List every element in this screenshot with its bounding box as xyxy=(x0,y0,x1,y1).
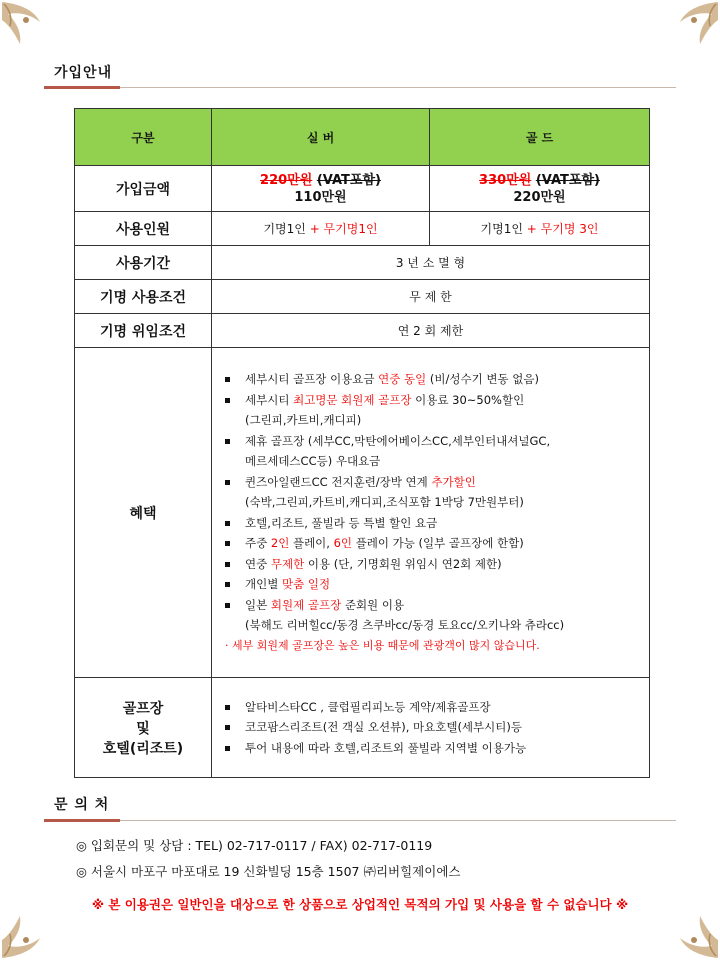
list-item: 연중 무제한 이용 (단, 기명회원 위임시 연2회 제한) xyxy=(223,554,648,575)
named-use-label: 기명 사용조건 xyxy=(75,280,212,314)
section-divider xyxy=(44,820,676,821)
benefits-list xyxy=(213,369,648,636)
list-item: 일본 회원제 골프장 준회원 이용 (북해도 리버힐cc/동경 츠쿠바cc/동경 토요cc/오키나와 츄라cc) xyxy=(223,595,648,636)
table-row-users xyxy=(75,212,650,246)
header-silver: 실 버 xyxy=(212,109,430,166)
list-item: 세부시티 골프장 이용요금 연중 동일 (비/성수기 변동 없음) xyxy=(223,369,648,390)
table-header-row xyxy=(75,109,650,166)
table-row-fee xyxy=(75,166,650,212)
named-use-value: 무 제 한 xyxy=(212,280,650,314)
golf-hotel-cell xyxy=(212,678,650,778)
silver-new-price: 110만원 xyxy=(294,189,347,205)
gold-old-price: 330만원 xyxy=(479,172,532,188)
silver-old-price: 220만원 xyxy=(260,172,313,188)
list-item: 호텔,리조트, 풀빌라 등 특별 할인 요금 xyxy=(223,513,648,534)
table-row-period xyxy=(75,246,650,280)
silver-users-cell xyxy=(212,212,430,246)
section-divider xyxy=(44,87,676,88)
contact-address: ◎ 서울시 마포구 마포대로 19 신화빌딩 15층 1507 ㈜리버힐제이에스 xyxy=(76,864,461,879)
gold-users-base: 기명1인 xyxy=(480,222,523,236)
period-value: 3 년 소 멸 형 xyxy=(212,246,650,280)
benefits-cell xyxy=(212,348,650,678)
section-accent-bar xyxy=(44,819,120,822)
list-item: 알타비스타CC , 클럽필리피노등 계약/제휴골프장 xyxy=(223,697,648,718)
gold-new-price: 220만원 xyxy=(513,189,566,205)
gold-old-vat: (VAT포함) xyxy=(535,172,600,188)
golf-hotel-list xyxy=(213,697,648,759)
gold-users-plus: + 무기명 3인 xyxy=(526,222,599,236)
list-item: 개인별 맞춤 일정 xyxy=(223,574,648,595)
list-item: 제휴 골프장 (세부CC,막탄에어베이스CC,세부인터내셔널GC, 메르세데스CC등) 우대요금 xyxy=(223,431,648,472)
header-gold: 골 드 xyxy=(430,109,650,166)
list-item: 세부시티 최고명문 회원제 골프장 이용료 30~50%할인 (그린피,카트비,캐디피) xyxy=(223,390,648,431)
silver-old-vat: (VAT포함) xyxy=(316,172,381,188)
header-category: 구분 xyxy=(75,109,212,166)
list-item: 코코팜스리조트(전 객실 오션뷰), 마요호텔(세부시티)등 xyxy=(223,717,648,738)
silver-fee-cell xyxy=(212,166,430,212)
contact-phone: ◎ 입회문의 및 상담 : TEL) 02-717-0117 / FAX) 02-717-0119 xyxy=(76,838,433,853)
silver-users-plus: + 무기명1인 xyxy=(309,222,378,236)
list-item: 주중 2인 플레이, 6인 플레이 가능 (일부 골프장에 한함) xyxy=(223,533,648,554)
membership-table xyxy=(74,108,650,778)
benefits-label: 혜택 xyxy=(75,348,212,678)
list-item: 퀸즈아일랜드CC 전지훈련/장박 연계 추가할인 (숙박,그린피,카트비,캐디피,조식포함 1박당 7만원부터) xyxy=(223,472,648,513)
silver-users-base: 기명1인 xyxy=(263,222,306,236)
table-row-golf-hotel xyxy=(75,678,650,778)
golf-hotel-label: 골프장 및 호텔(리조트) xyxy=(75,678,212,778)
corner-ornament-icon xyxy=(0,0,56,56)
table-row-benefits xyxy=(75,348,650,678)
fee-label: 가입금액 xyxy=(75,166,212,212)
corner-ornament-icon xyxy=(664,0,720,56)
named-delegate-label: 기명 위임조건 xyxy=(75,314,212,348)
join-section-title: 가입안내 xyxy=(54,65,113,81)
benefits-note: · 세부 회원제 골프장은 높은 비용 때문에 관광객이 많지 않습니다. xyxy=(225,638,540,652)
named-delegate-value: 연 2 회 제한 xyxy=(212,314,650,348)
contact-section-title: 문 의 처 xyxy=(54,797,110,813)
gold-users-cell xyxy=(430,212,650,246)
disclaimer: ※ 본 이용권은 일반인을 대상으로 한 상품으로 상업적인 목적의 가입 및 사용을 할 수 없습니다 ※ xyxy=(91,897,629,912)
table-row-named-delegate xyxy=(75,314,650,348)
gold-fee-cell xyxy=(430,166,650,212)
section-accent-bar xyxy=(44,86,120,89)
period-label: 사용기간 xyxy=(75,246,212,280)
list-item: 투어 내용에 따라 호텔,리조트외 풀빌라 지역별 이용가능 xyxy=(223,738,648,759)
users-label: 사용인원 xyxy=(75,212,212,246)
table-row-named-use xyxy=(75,280,650,314)
